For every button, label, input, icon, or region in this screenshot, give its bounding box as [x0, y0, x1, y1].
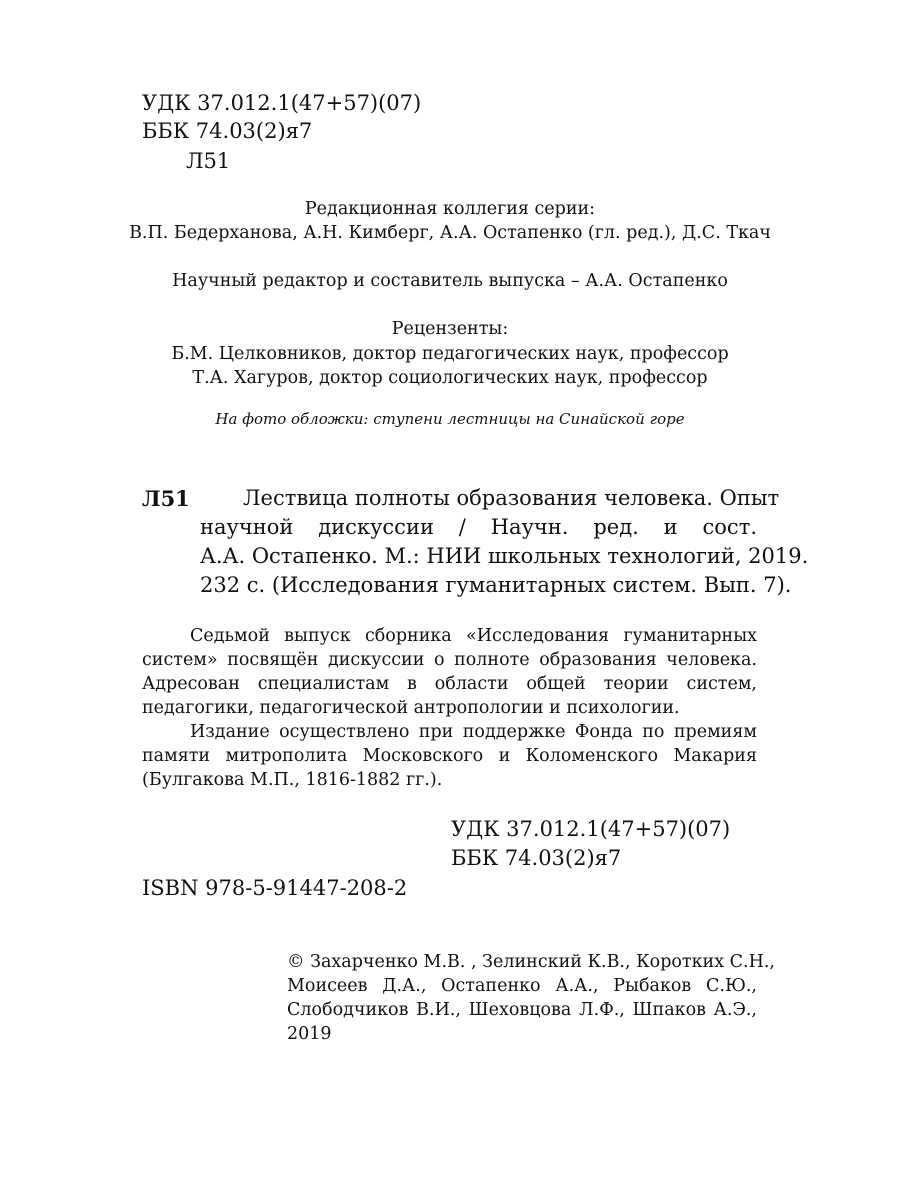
copyright-line-2: Моисеев Д.А., Остапенко А.А., Рыбаков С.Ю., — [287, 976, 757, 996]
annotation-line-2: систем» посвящён дискуссии о полноте образования человека. — [142, 650, 757, 670]
bib-line-2: научной дискуссии / Научн. ред. и сост. — [200, 515, 757, 539]
reviewers-title: Рецензенты: — [391, 319, 509, 339]
footer-bbk-code: ББК 74.03(2)я7 — [451, 846, 622, 870]
reviewer-2: Т.А. Хагуров, доктор социологических наук, профессор — [192, 368, 708, 388]
annotation-line-3: Адресован специалистам в области общей теории систем, — [142, 674, 757, 694]
copyright-line-1: © Захарченко М.В. , Зелинский К.В., Коротких С.Н., — [287, 952, 775, 972]
annotation-line-4: педагогики, педагогической антропологии и психологии. — [142, 698, 680, 718]
cover-note: На фото обложки: ступени лестницы на Синайской горе — [215, 410, 685, 428]
editorial-board-title: Редакционная коллегия серии: — [304, 199, 596, 219]
isbn: ISBN 978-5-91447-208-2 — [142, 876, 408, 900]
reviewer-1: Б.М. Целковников, доктор педагогических наук, профессор — [171, 344, 729, 364]
copyright-line-3: Слободчиков В.И., Шеховцова Л.Ф., Шпаков А.Э., — [287, 1000, 757, 1020]
bib-line-4: 232 с. (Исследования гуманитарных систем. Вып. 7). — [200, 573, 792, 597]
author-mark: Л51 — [186, 149, 231, 173]
bbk-code: ББК 74.03(2)я7 — [142, 119, 313, 143]
annotation-line-5: Издание осуществлено при поддержке Фонда по премиям — [190, 722, 757, 742]
udk-code: УДК 37.012.1(47+57)(07) — [142, 91, 422, 115]
bib-code: Л51 — [142, 486, 190, 511]
science-editor: Научный редактор и составитель выпуска – А.А. Остапенко — [172, 271, 728, 291]
annotation-line-1: Седьмой выпуск сборника «Исследования гуманитарных — [190, 626, 757, 646]
editorial-board-members: В.П. Бедерханова, А.Н. Кимберг, А.А. Остапенко (гл. ред.), Д.С. Ткач — [129, 223, 771, 243]
bib-line-3: А.А. Остапенко. М.: НИИ школьных технологий, 2019. — [200, 544, 809, 568]
copyright-year: 2019 — [287, 1024, 332, 1044]
bib-line-1: Лествица полноты образования человека. Опыт — [243, 486, 780, 510]
annotation-line-7: (Булгакова М.П., 1816-1882 гг.). — [142, 770, 443, 790]
annotation-line-6: памяти митрополита Московского и Коломенского Макария — [142, 746, 757, 766]
footer-udk-code: УДК 37.012.1(47+57)(07) — [451, 817, 731, 841]
